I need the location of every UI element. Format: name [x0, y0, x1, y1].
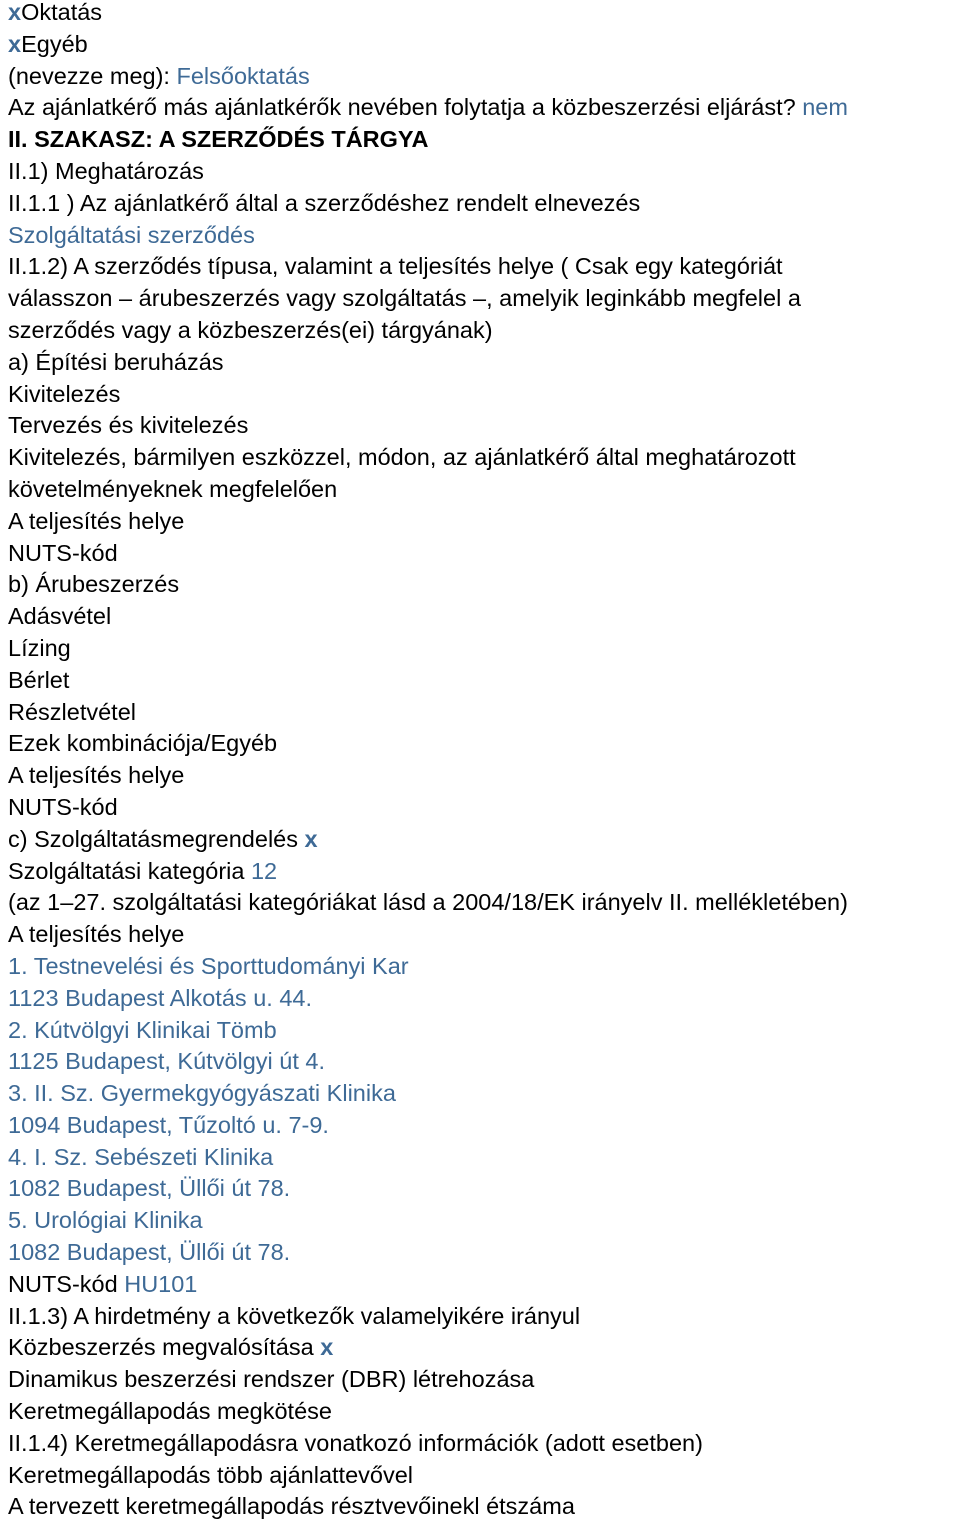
document-line [8, 410, 960, 442]
document-line [8, 697, 960, 729]
field-value: HU101 [124, 1270, 198, 1297]
field-value: Felsőoktatás [176, 62, 310, 89]
document-line [8, 506, 960, 538]
document-line [8, 569, 960, 601]
document-line [8, 1046, 960, 1078]
document-line [8, 251, 960, 283]
line-text: II.1.2) A szerződés típusa, valamint a teljesítés helye ( Csak egy kategóriát [8, 253, 783, 280]
line-text: Dinamikus beszerzési rendszer (DBR) létrehozása [8, 1366, 535, 1393]
line-text: II.1.1 ) Az ajánlatkérő által a szerződéshez rendelt elnevezés [8, 189, 641, 216]
document-line [8, 1205, 960, 1237]
field-value: 12 [250, 857, 278, 884]
document-line [8, 824, 960, 856]
line-text: Részletvétel [8, 698, 136, 725]
document-line [8, 983, 960, 1015]
line-text: NUTS-kód [8, 793, 118, 820]
line-text: Szolgáltatási kategória [8, 857, 251, 884]
field-value: 1125 Budapest, Kútvölgyi út 4. [8, 1048, 326, 1075]
selection-mark: x [8, 0, 22, 25]
line-text: szerződés vagy a közbeszerzés(ei) tárgyának) [8, 316, 493, 343]
line-text: II.1) Meghatározás [8, 157, 204, 184]
document-line [8, 1396, 960, 1428]
line-text: c) Szolgáltatásmegrendelés [8, 825, 305, 852]
line-text: Keretmegállapodás több ajánlattevővel [8, 1461, 413, 1488]
document-line [8, 1428, 960, 1460]
line-text: követelményeknek megfelelően [8, 475, 338, 502]
line-text: A tervezett keretmegállapodás résztvevőinekl étszáma [8, 1493, 575, 1520]
document-line [8, 760, 960, 792]
document-line [8, 1078, 960, 1110]
document-line [8, 633, 960, 665]
field-value: 2. Kútvölgyi Klinikai Tömb [8, 1016, 277, 1043]
document-line [8, 124, 960, 156]
document-line [8, 1491, 960, 1523]
field-value: 1123 Budapest Alkotás u. 44. [8, 984, 312, 1011]
line-text: Ezek kombinációja/Egyéb [8, 730, 278, 757]
document-line [8, 92, 960, 124]
document-line [8, 919, 960, 951]
document-line [8, 1110, 960, 1142]
line-text: II.1.3) A hirdetmény a következők valamelyikére irányul [8, 1302, 581, 1329]
line-text: Tervezés és kivitelezés [8, 412, 249, 439]
field-value: 3. II. Sz. Gyermekgyógyászati Klinika [8, 1080, 396, 1107]
line-text: NUTS-kód [8, 1270, 125, 1297]
document-line [8, 188, 960, 220]
document-line [8, 61, 960, 93]
document-line [8, 283, 960, 315]
document-line [8, 29, 960, 61]
line-text: NUTS-kód [8, 539, 118, 566]
line-text: b) Árubeszerzés [8, 571, 180, 598]
document-line [8, 1332, 960, 1364]
line-text: Lízing [8, 634, 71, 661]
line-text: A teljesítés helye [8, 921, 185, 948]
document-line [8, 442, 960, 474]
line-text: Kivitelezés [8, 380, 121, 407]
line-text: A teljesítés helye [8, 507, 185, 534]
field-value: 1. Testnevelési és Sporttudományi Kar [8, 952, 409, 979]
field-value: 5. Urológiai Klinika [8, 1207, 203, 1234]
document-line [8, 1142, 960, 1174]
line-text: A teljesítés helye [8, 762, 185, 789]
line-text: Kivitelezés, bármilyen eszközzel, módon, az ajánlatkérő által meghatározott [8, 444, 796, 471]
line-text: Keretmegállapodás megkötése [8, 1398, 332, 1425]
field-value: 1082 Budapest, Üllői út 78. [8, 1175, 291, 1202]
document-line [8, 1301, 960, 1333]
document-line [8, 1237, 960, 1269]
section-heading: II. SZAKASZ: A SZERZŐDÉS TÁRGYA [8, 126, 429, 153]
line-text: Egyéb [21, 30, 88, 57]
selection-mark: x [304, 825, 318, 852]
line-text: Bérlet [8, 666, 70, 693]
document-line [8, 474, 960, 506]
document-line [8, 538, 960, 570]
document-line [8, 1015, 960, 1047]
document-line [8, 728, 960, 760]
field-value: Szolgáltatási szerződés [8, 221, 255, 248]
document-line [8, 1460, 960, 1492]
document-line [8, 601, 960, 633]
field-value: 1082 Budapest, Üllői út 78. [8, 1239, 291, 1266]
document-line [8, 792, 960, 824]
document-line [8, 1269, 960, 1301]
document-line [8, 665, 960, 697]
document-line [8, 347, 960, 379]
selection-mark: x [320, 1334, 334, 1361]
document-line [8, 1364, 960, 1396]
line-text: (nevezze meg): [8, 62, 177, 89]
document-line [8, 220, 960, 252]
line-text: Adásvétel [8, 603, 112, 630]
document-line [8, 856, 960, 888]
document-line [8, 315, 960, 347]
field-value: 1094 Budapest, Tűzoltó u. 7-9. [8, 1111, 329, 1138]
selection-mark: x [8, 30, 22, 57]
document-line [8, 951, 960, 983]
line-text: Oktatás [21, 0, 103, 25]
document-line [8, 0, 960, 29]
document-line [8, 379, 960, 411]
line-text: Az ajánlatkérő más ajánlatkérők nevében folytatja a közbeszerzési eljárást? [8, 94, 803, 121]
line-text: (az 1–27. szolgáltatási kategóriákat lásd a 2004/18/EK irányelv II. mellékletében) [8, 889, 848, 916]
field-value: nem [802, 94, 848, 121]
field-value: 4. I. Sz. Sebészeti Klinika [8, 1143, 274, 1170]
document-line [8, 1173, 960, 1205]
document-line [8, 156, 960, 188]
line-text: Közbeszerzés megvalósítása [8, 1334, 321, 1361]
line-text: válasszon – árubeszerzés vagy szolgáltatás –, amelyik leginkább megfelel a [8, 285, 801, 312]
document-line [8, 887, 960, 919]
line-text: II.1.4) Keretmegállapodásra vonatkozó információk (adott esetben) [8, 1429, 703, 1456]
line-text: a) Építési beruházás [8, 348, 224, 375]
